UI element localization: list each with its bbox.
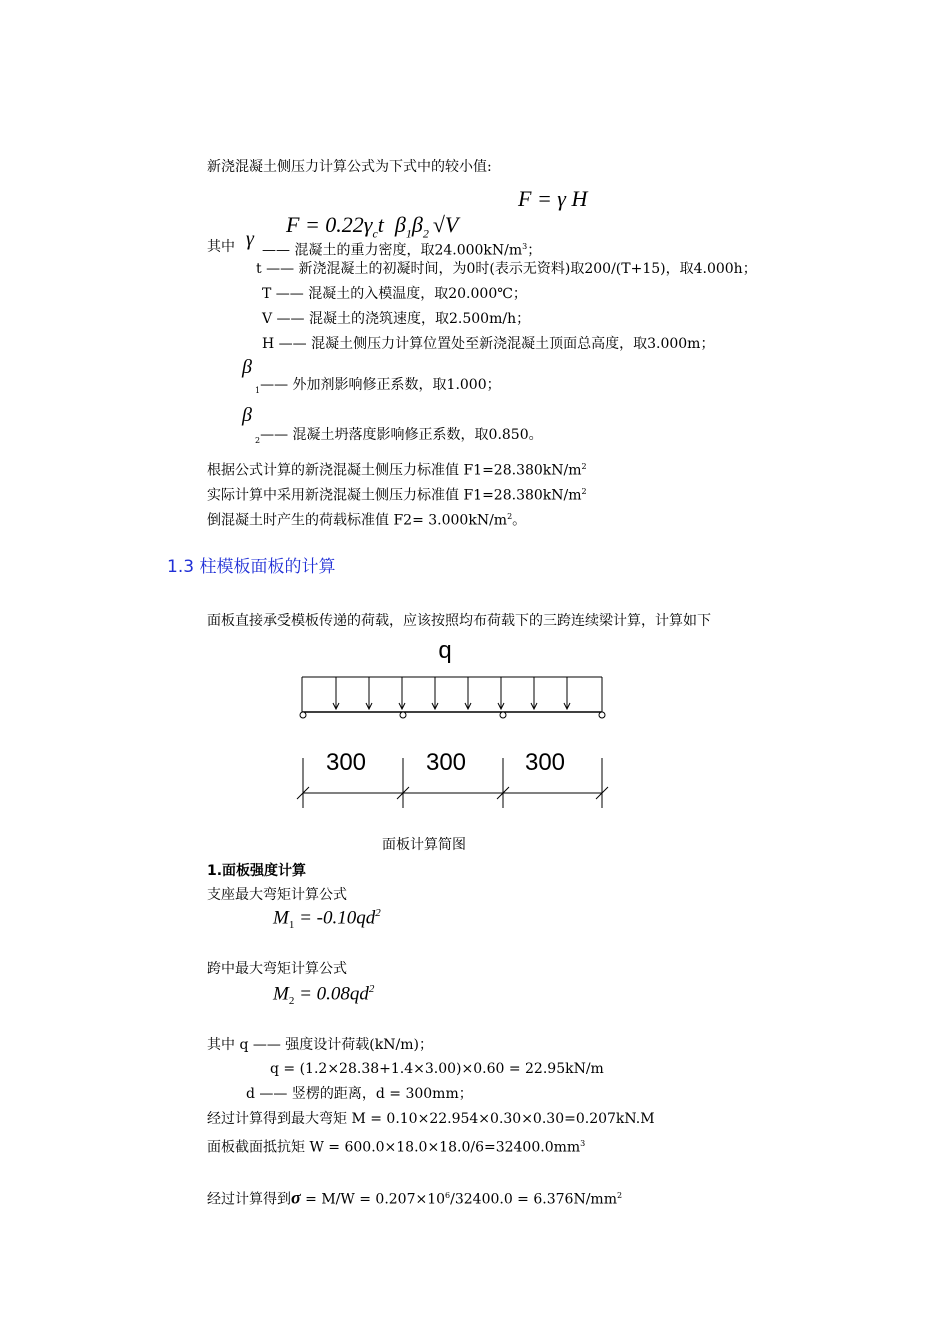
result-line-2 bbox=[207, 483, 587, 505]
gamma-definition bbox=[262, 238, 541, 260]
span-label-3: 300 bbox=[524, 749, 566, 776]
intro-line: 新浇混凝土侧压力计算公式为下式中的较小值: bbox=[207, 159, 492, 175]
formula-sup: 2 bbox=[368, 983, 375, 995]
formula-part: M bbox=[273, 907, 289, 929]
formula-part: β bbox=[411, 212, 423, 237]
beta1-symbol: β bbox=[242, 356, 252, 378]
result-sup: 2 bbox=[581, 462, 587, 471]
gamma-text: —— 混凝土的重力密度，取24.000kN/m bbox=[262, 242, 523, 259]
sigma-sup: 6 bbox=[445, 1191, 451, 1200]
formula-lateral-pressure bbox=[275, 186, 458, 241]
result-end: 。 bbox=[512, 512, 527, 529]
beta1-text: —— 外加剂影响修正系数，取1.000； bbox=[260, 377, 501, 393]
beta2-definition bbox=[255, 426, 543, 450]
section-modulus-result bbox=[207, 1135, 585, 1157]
moment-result: 经过计算得到最大弯矩 M = 0.10×22.954×0.30×0.30=0.207kN.M bbox=[207, 1111, 655, 1127]
sigma-sup: 2 bbox=[616, 1191, 623, 1200]
result-line-3 bbox=[207, 508, 526, 530]
gamma-symbol: γ bbox=[246, 228, 254, 250]
span-label-1: 300 bbox=[325, 749, 367, 776]
formula-sub: 1 bbox=[288, 919, 295, 932]
support-2 bbox=[400, 712, 406, 718]
formula-m2 bbox=[273, 983, 374, 1007]
formula-sub: 1 bbox=[405, 226, 412, 241]
H-definition: H —— 混凝土侧压力计算位置处至新浇混凝土顶面总高度，取3.000m； bbox=[262, 336, 715, 352]
sigma-text: /32400.0 = 6.376N/mm bbox=[450, 1191, 617, 1208]
formula-sub: 2 bbox=[288, 995, 295, 1008]
strength-title: 1.面板强度计算 bbox=[207, 863, 307, 879]
formula-sup: 2 bbox=[375, 907, 381, 919]
beta1-definition bbox=[255, 376, 501, 400]
sigma-symbol: σ bbox=[291, 1187, 301, 1208]
section-heading: 1.3 柱模板面板的计算 bbox=[167, 557, 336, 577]
span-label-2: 300 bbox=[425, 749, 467, 776]
formula-part: F = 0.22γ bbox=[286, 212, 373, 237]
T-definition: T —— 混凝土的入模温度，取20.000℃； bbox=[262, 286, 527, 302]
formula-sub: c bbox=[372, 226, 378, 241]
formula-sub: 2 bbox=[422, 226, 429, 241]
formula-part: t β bbox=[377, 212, 406, 237]
formula-part: = -0.10qd bbox=[294, 907, 376, 929]
q-definition: 其中 q —— 强度设计荷载(kN/m)； bbox=[207, 1037, 433, 1053]
section-intro: 面板直接承受模板传递的荷载，应该按照均布荷载下的三跨连续梁计算，计算如下 bbox=[207, 613, 711, 629]
support-4 bbox=[599, 712, 605, 718]
formula-gamma-h: F = γ H bbox=[518, 186, 588, 211]
support-1 bbox=[300, 712, 306, 718]
support-moment-label: 支座最大弯矩计算公式 bbox=[207, 887, 347, 903]
support-3 bbox=[500, 712, 506, 718]
beam-diagram bbox=[290, 630, 620, 815]
formula-part: = 0.08qd bbox=[294, 983, 369, 1005]
formula-m1 bbox=[273, 907, 381, 931]
formula-part: √V bbox=[432, 212, 459, 237]
load-label: q bbox=[438, 637, 452, 664]
result-text: 根据公式计算的新浇混凝土侧压力标准值 F1=28.380kN/m bbox=[207, 462, 582, 479]
w-text: 面板截面抵抗矩 W = 600.0×18.0×18.0/6=32400.0mm bbox=[207, 1139, 581, 1156]
t-definition: t —— 新浇混凝土的初凝时间，为0时(表示无资料)取200/(T+15)，取4.000h； bbox=[256, 261, 757, 277]
gamma-end: ； bbox=[527, 242, 542, 259]
load-arrows bbox=[333, 677, 570, 709]
result-text: 实际计算中采用新浇混凝土侧压力标准值 F1=28.380kN/m bbox=[207, 487, 582, 504]
sigma-text: = M/W = 0.207×10 bbox=[300, 1191, 446, 1208]
symbol-prefix: 其中 bbox=[207, 239, 235, 255]
diagram-caption: 面板计算简图 bbox=[382, 837, 466, 853]
formula-part: M bbox=[273, 983, 289, 1005]
beta2-sub: 2 bbox=[255, 435, 261, 445]
d-definition: d —— 竖楞的距离，d = 300mm； bbox=[246, 1086, 473, 1102]
gamma-sup: 3 bbox=[522, 242, 528, 251]
beta2-text: —— 混凝土坍落度影响修正系数，取0.850。 bbox=[260, 427, 543, 443]
q-calculation: q = (1.2×28.38+1.4×3.00)×0.60 = 22.95kN/m bbox=[270, 1061, 604, 1077]
V-definition: V —— 混凝土的浇筑速度，取2.500m/h； bbox=[262, 311, 531, 327]
beta2-symbol: β bbox=[242, 404, 252, 426]
w-sup: 3 bbox=[580, 1139, 586, 1148]
result-line-1 bbox=[207, 458, 587, 480]
result-sup: 2 bbox=[507, 512, 513, 521]
stress-result bbox=[207, 1187, 622, 1209]
result-text: 倒混凝土时产生的荷载标准值 F2= 3.000kN/m bbox=[207, 512, 508, 529]
beta1-sub: 1 bbox=[255, 385, 261, 395]
result-sup: 2 bbox=[581, 487, 587, 496]
midspan-moment-label: 跨中最大弯矩计算公式 bbox=[207, 961, 347, 977]
sigma-prefix: 经过计算得到 bbox=[207, 1191, 291, 1208]
